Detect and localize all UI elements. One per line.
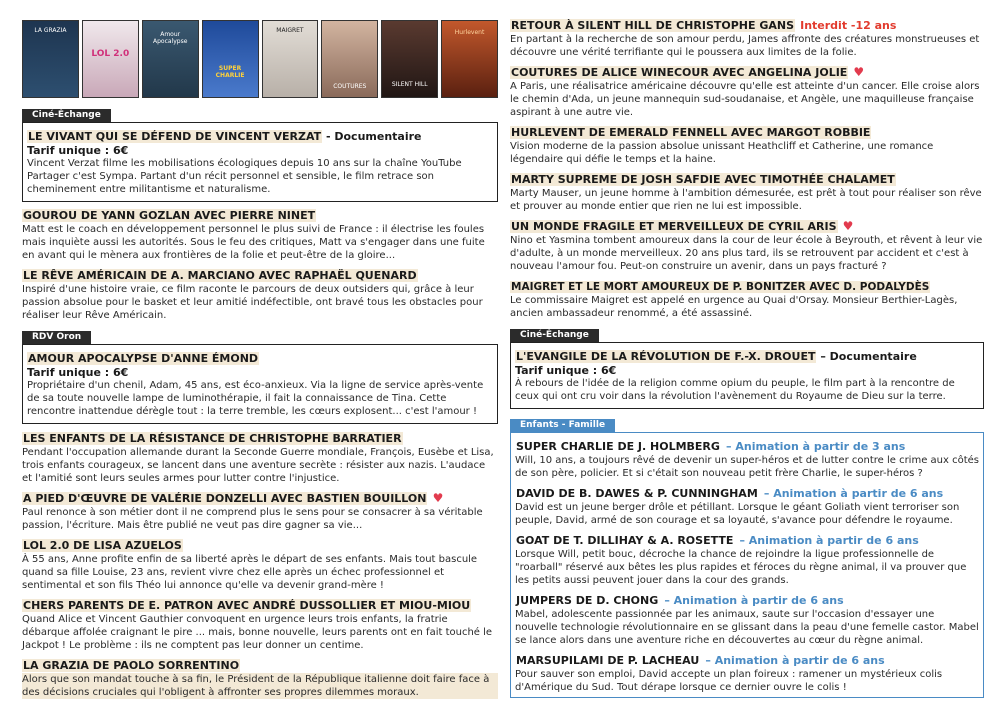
film-title: COUTURES DE ALICE WINECOUR AVEC ANGELINA JOLIE [511, 66, 848, 79]
tarif: Tarif unique : 6€ [515, 364, 617, 377]
film-title: LA GRAZIA DE PAOLO SORRENTINO [23, 659, 240, 672]
age-label: – Animation à partir de 6 ans [763, 487, 944, 500]
film-title: GOUROU DE YANN GOZLAN AVEC PIERRE NINET [23, 209, 316, 222]
film-description: Pour sauver son emploi, David accepte un plan foireux : ramener un mystérieux colis d'Amérique du Sud. Tout dérape lorsque ce dernier ouvre le colis ! [515, 669, 943, 693]
film-entry [515, 649, 979, 694]
film-description: Quand Alice et Vincent Gauthier convoquent en urgence leurs trois enfants, la fratrie débarque affolée craignant le pire ... mais, bonne nouvelle, leurs parents ont en fait touché le Jackpot ! Le problème : ils ne comptent pas leur donner un centime. [22, 614, 493, 651]
film-description: Will, 10 ans, a toujours rêvé de devenir un super-héros et de lutter contre le crime aux côtés de son père, policier. Et si c'était son nouveau petit frère Charlie, le super-héros ? [515, 455, 979, 479]
film-title: UN MONDE FRAGILE ET MERVEILLEUX DE CYRIL ARIS [511, 220, 837, 233]
film-title: JUMPERS DE D. CHONG [516, 594, 659, 607]
film-entry [510, 121, 984, 166]
tarif: Tarif unique : 6€ [27, 144, 129, 157]
highlight-box [22, 122, 498, 202]
film-title: LE VIVANT QUI SE DÉFEND DE VINCENT VERZAT [28, 130, 322, 143]
film-description: Propriétaire d'un chenil, Adam, 45 ans, est éco-anxieux. Via la ligne de service après-vente de sa toute nouvelle lampe de luminothérapie, il fait la connaissance de Tina. Cette rencontre inattendue dérègle tout : la terre tremble, les cœurs explosent... c'est l'amour ! [27, 380, 484, 417]
film-entry [22, 654, 498, 699]
film-description: David est un jeune berger drôle et pétillant. Lorsque le géant Goliath vient terroriser son peuple, David, armé de son courage et sa loyauté, s'avance pour défendre le royaume. [515, 502, 960, 526]
film-entry [22, 264, 498, 322]
section-tag: Ciné-Échange [510, 329, 599, 342]
film-entry [515, 482, 979, 527]
poster: SILENT HILL [381, 20, 438, 98]
film-description: Lorsque Will, petit bouc, décroche la chance de rejoindre la ligue professionnelle de "roarball" réservé aux bêtes les plus rapides et féroces du règne animal, il va prouver que les petits aussi peuvent jouer dans la cour des grands. [515, 549, 967, 586]
poster-strip [22, 20, 498, 98]
film-entry [22, 534, 498, 592]
film-entry [515, 435, 979, 480]
section-tag: Enfants - Famille [510, 419, 615, 432]
right-column [510, 14, 984, 698]
film-title: LES ENFANTS DE LA RÉSISTANCE DE CHRISTOPHE BARRATIER [23, 432, 402, 445]
heart-icon: ♥ [432, 491, 444, 505]
film-title: DAVID DE B. DAWES & P. CUNNINGHAM [516, 487, 758, 500]
poster: SUPER CHARLIE [202, 20, 259, 98]
film-title: SUPER CHARLIE DE J. HOLMBERG [516, 440, 720, 453]
family-box [510, 432, 984, 698]
highlight-box [510, 342, 984, 409]
age-label: – Animation à partir de 6 ans [705, 654, 885, 667]
film-title: AMOUR APOCALYPSE D'ANNE ÉMOND [28, 352, 259, 365]
film-description: Matt est le coach en développement personnel le plus suivi de France : il électrise les foules mais inquiète aussi les autorités. Sous le feu des critiques, Matt va s'engager dans une fuite en avant qui le mènera aux frontières de la folie et peut-être de la gloire... [22, 224, 485, 261]
film-description: Marty Mauser, un jeune homme à l'ambition démesurée, est prêt à tout pour réaliser son rêve et prouver au monde entier que rien ne lui est impossible. [510, 188, 982, 212]
film-entry [27, 347, 493, 418]
film-title: L'EVANGILE DE LA RÉVOLUTION DE F.-X. DROUET [516, 350, 816, 363]
section-cine-echange-right [510, 322, 984, 409]
film-description: Vincent Verzat filme les mobilisations écologiques depuis 10 ans sur la chaîne YouTube Partager c'est Sympa. Partant d'un récit personnel et sensible, le film retrace son cheminement entre militantisme et naturalisme. [27, 158, 462, 195]
film-entry [22, 487, 498, 532]
section-tag: Ciné-Échange [22, 109, 111, 122]
film-description: A Paris, une réalisatrice américaine découvre qu'elle est atteinte d'un cancer. Elle croise alors le chemin d'Ada, un jeune mannequin sud-soudanaise, et Angèle, une maquilleuse française aspirant à une autre vie. [510, 81, 980, 118]
film-title: HURLEVENT DE EMERALD FENNELL AVEC MARGOT ROBBIE [511, 126, 871, 139]
film-description: À rebours de l'idée de la religion comme opium du peuple, le film part à la rencontre de ceux qui ont cru voir dans la révolution l'avènement du Royaume de Dieu sur la terre. [515, 378, 955, 402]
poster: LA GRAZIA [22, 20, 79, 98]
heart-icon: ♥ [853, 65, 865, 79]
section-rdv-oron [22, 324, 498, 424]
film-entry [515, 345, 979, 403]
film-title: MARTY SUPREME DE JOSH SAFDIE AVEC TIMOTHÉE CHALAMET [511, 173, 895, 186]
section-cine-echange [22, 102, 498, 202]
film-description: Inspiré d'une histoire vraie, ce film raconte le parcours de deux outsiders qui, grâce à leur passion absolue pour le basket et leur amitié indéfectible, ont bravé tous les obstacles pour réaliser leur Rêve Américain. [22, 284, 483, 321]
film-title: MARSUPILAMI DE P. LACHEAU [516, 654, 700, 667]
film-entry [510, 168, 984, 213]
film-description: Nino et Yasmina tombent amoureux dans la cour de leur école à Beyrouth, et rêvent à leur vie d'adulte, à un monde merveilleux. 20 ans plus tard, ils se retrouvent par accident et c'est à nouveau l'amour fou. Peut-on construire un avenir, dans un pays fracturé ? [510, 235, 983, 272]
film-title: CHERS PARENTS DE E. PATRON AVEC ANDRÉ DUSSOLLIER ET MIOU-MIOU [23, 599, 471, 612]
film-entry [22, 204, 498, 262]
film-entry [510, 14, 984, 59]
left-column [22, 0, 498, 701]
film-title: A PIED D'ŒUVRE DE VALÉRIE DONZELLI AVEC BASTIEN BOUILLON [23, 492, 427, 505]
film-title: LOL 2.0 DE LISA AZUELOS [23, 539, 182, 552]
film-entry [515, 589, 979, 647]
film-title: RETOUR À SILENT HILL DE CHRISTOPHE GANS [511, 19, 795, 32]
film-entry [515, 529, 979, 587]
poster: Hurlevent [441, 20, 498, 98]
film-title: LE RÊVE AMÉRICAIN DE A. MARCIANO AVEC RAPHAËL QUENARD [23, 269, 417, 282]
age-warning: Interdit -12 ans [800, 19, 897, 32]
poster: LOL 2.0 [82, 20, 139, 98]
poster: COUTURES [321, 20, 378, 98]
film-description: Paul renonce à son métier dont il ne comprend plus le sens pour se consacrer à sa véritable passion, l'écriture. Mais être publié ne veut pas dire gagner sa vie... [22, 507, 483, 531]
tarif: Tarif unique : 6€ [27, 366, 129, 379]
film-title: MAIGRET ET LE MORT AMOUREUX DE P. BONITZER AVEC D. PODALYDÈS [511, 281, 930, 293]
film-description: En partant à la recherche de son amour perdu, James affronte des créatures monstrueuses et découvre une vérité terrifiante qui le poussera aux limites de la folie. [510, 34, 980, 58]
age-label: – Animation à partir de 3 ans [726, 440, 906, 453]
heart-icon: ♥ [842, 219, 854, 233]
film-description: Le commissaire Maigret est appelé en urgence au Quai d'Orsay. Monsieur Berthier-Lagès, ancien ambassadeur renommé, a été assassiné. [510, 295, 958, 319]
film-entry [22, 594, 498, 652]
film-description: Vision moderne de la passion absolue unissant Heathcliff et Catherine, une romance légendaire qui défie le temps et la haine. [510, 141, 934, 165]
film-description: À 55 ans, Anne profite enfin de sa liberté après le départ de ses enfants. Mais tout bascule quand sa fille Louise, 23 ans, revient vivre chez elle après un échec professionnel et sentimental et son fils Théo lui annonce qu'elle va devenir grand-mère ! [22, 554, 478, 591]
age-label: – Animation à partir de 6 ans [664, 594, 844, 607]
film-genre: - Documentaire [322, 130, 422, 143]
film-description: Pendant l'occupation allemande durant la Seconde Guerre mondiale, François, Eusèbe et Lisa, trois enfants courageux, se lancent dans une aventure secrète : résister aux nazis. L'audace et l'amitié sont leurs seules armes pour lutter contre l'injustice. [22, 447, 494, 484]
film-entry [27, 125, 493, 196]
poster: Amour Apocalypse [142, 20, 199, 98]
film-title: GOAT DE T. DILLIHAY & A. ROSETTE [516, 534, 734, 547]
age-label: – Animation à partir de 6 ans [739, 534, 919, 547]
film-entry [22, 427, 498, 485]
film-description: Alors que son mandat touche à sa fin, le Président de la République italienne doit faire face à des décisions cruciales qui l'obligent à affronter ses propres dilemmes moraux. [22, 673, 498, 699]
highlight-box [22, 344, 498, 424]
section-enfants-famille [510, 412, 984, 698]
film-genre: – Documentaire [816, 350, 917, 363]
film-entry [510, 215, 984, 273]
poster: MAIGRET [262, 20, 319, 98]
section-tag: RDV Oron [22, 331, 91, 344]
film-description: Mabel, adolescente passionnée par les animaux, saute sur l'occasion d'essayer une nouvelle technologie révolutionnaire en se glissant dans la peau d'une femelle castor. Mabel se lance alors dans une aventure riche en découvertes au cœur du règne animal. [515, 609, 979, 646]
film-entry [510, 275, 984, 320]
film-entry [510, 61, 984, 119]
